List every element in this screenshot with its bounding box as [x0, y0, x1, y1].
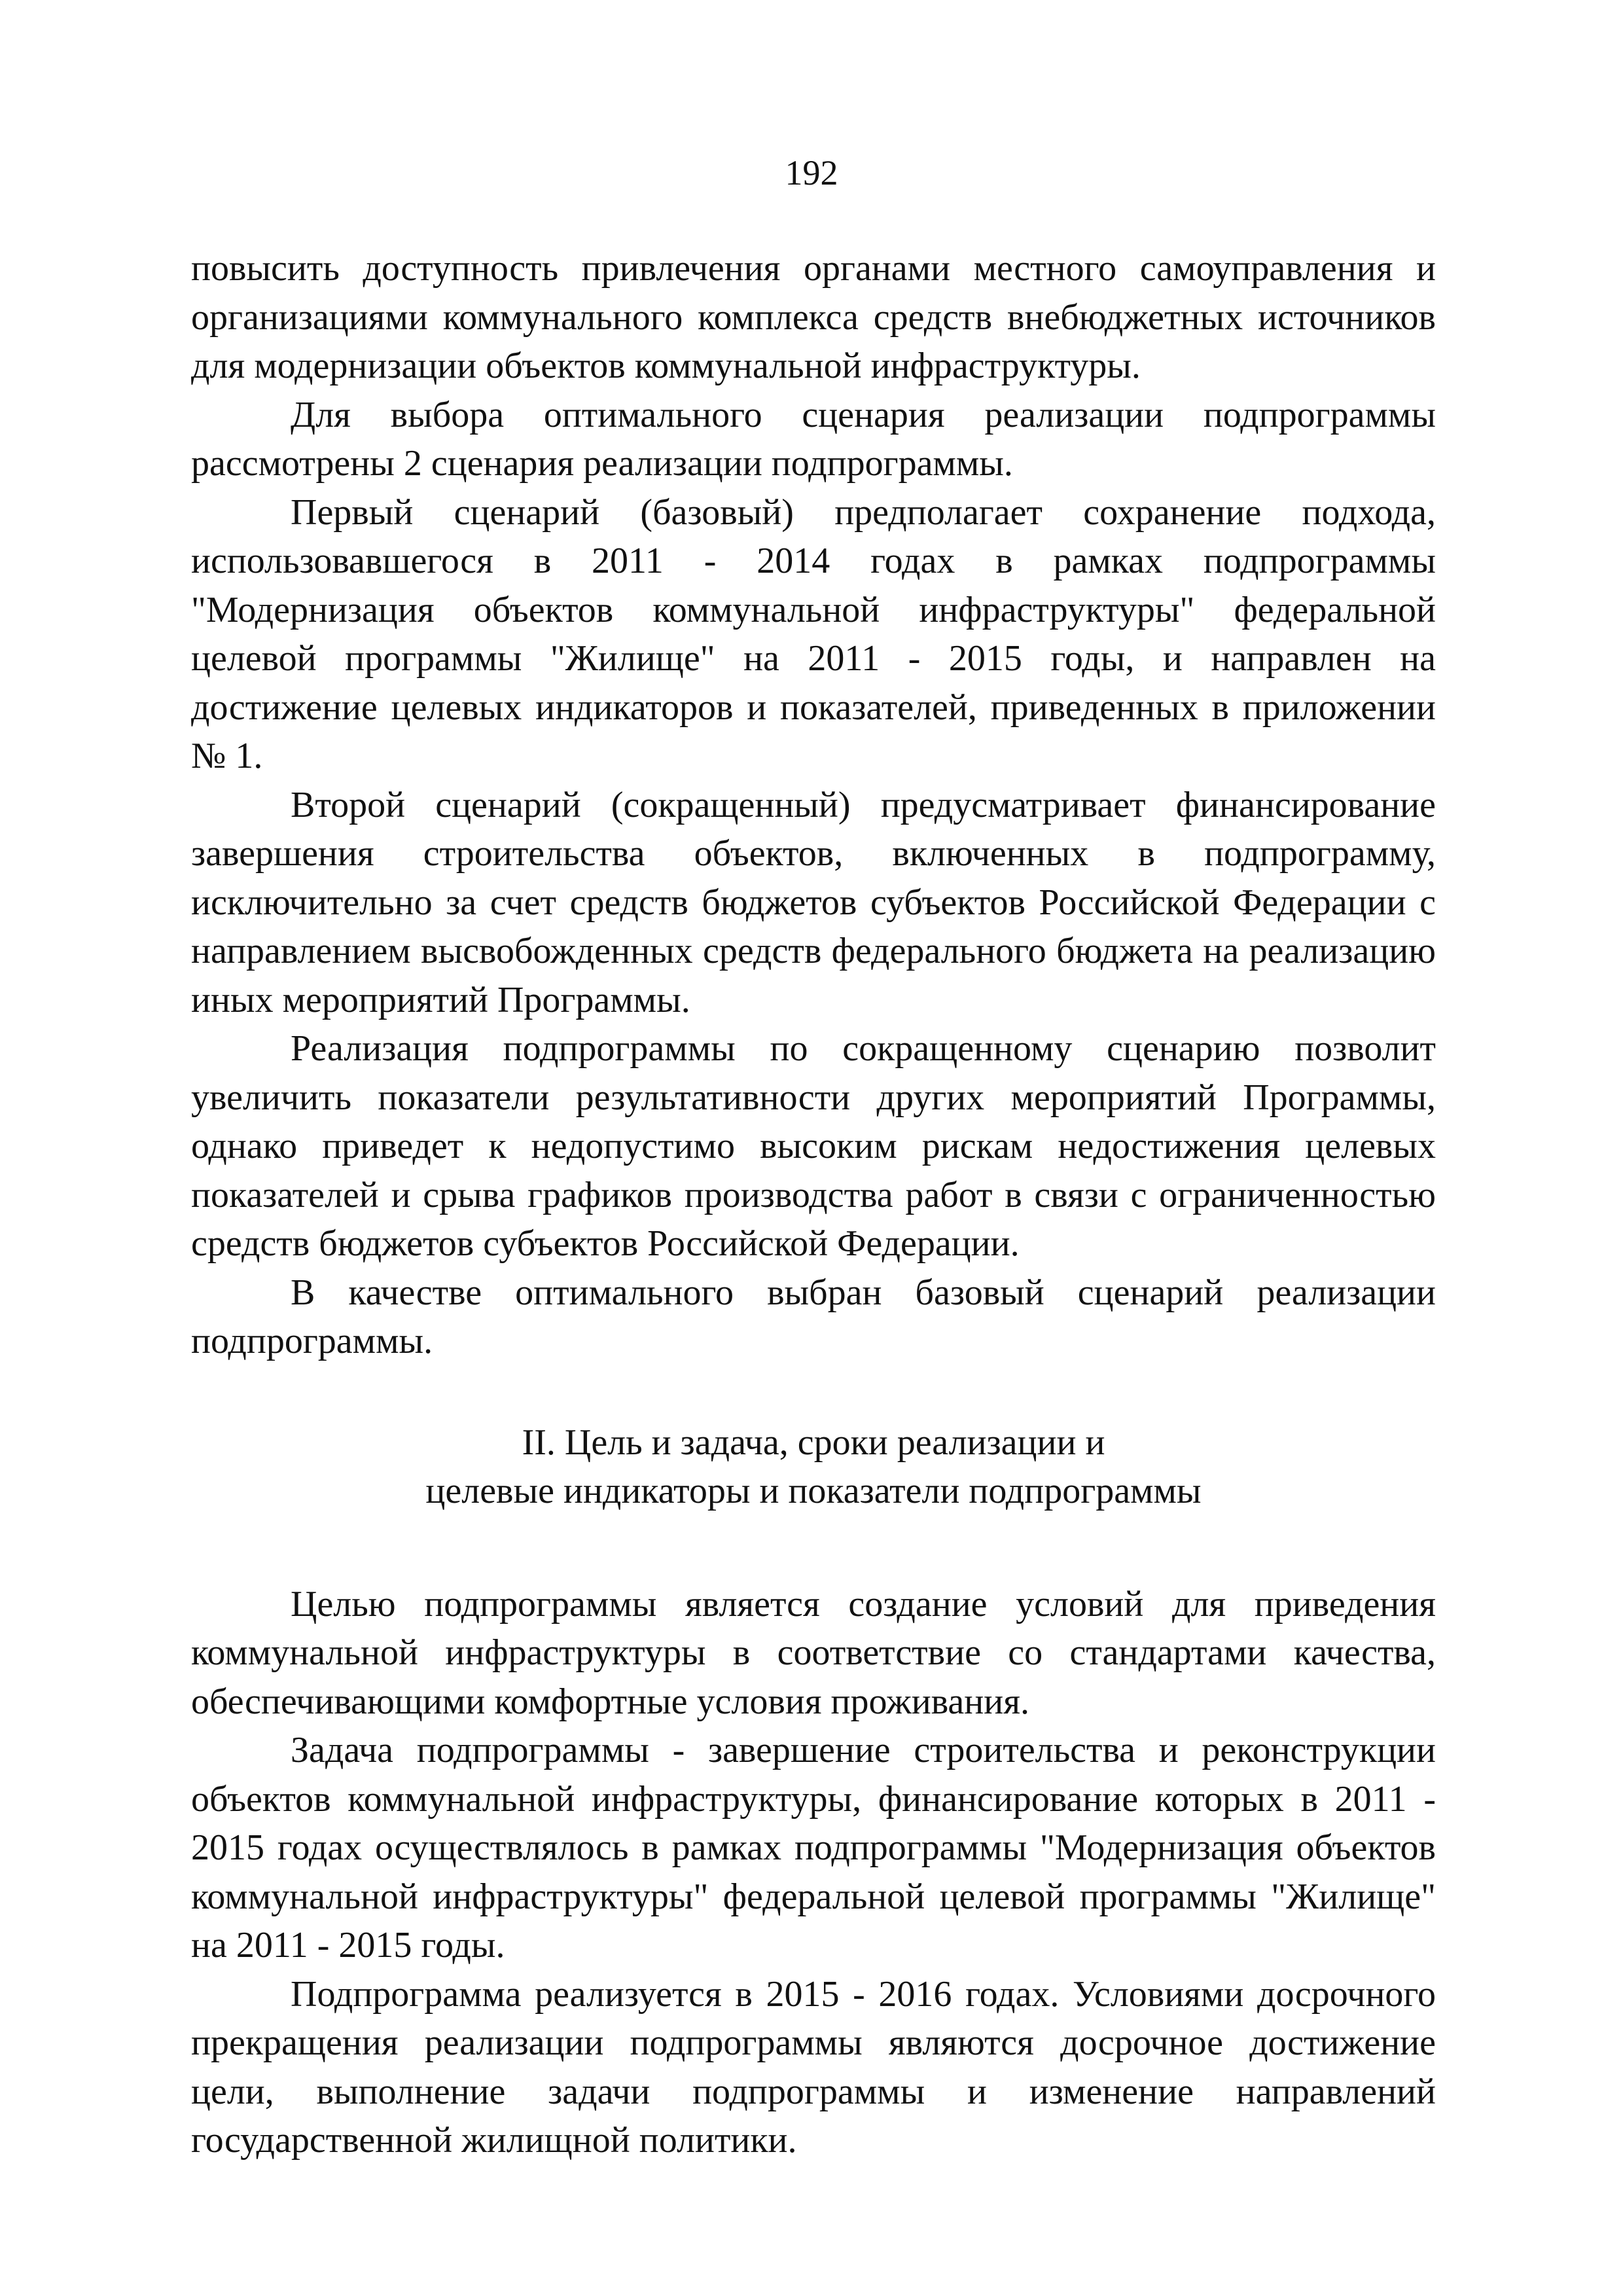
paragraph-first-scenario: Первый сценарий (базовый) предполагает сохранение подхода, использовавшегося в 2011 - 2014 годах в рамках подпрограммы "Модернизация объектов коммунальной инфраструктуры" федеральной целевой программы "Жилище" на 2011 - 2015 годы, и направлен на достижение целевых индикаторов и показателей, приведенных в приложении № 1. [191, 492, 1436, 776]
paragraph-task: Задача подпрограммы - завершение строительства и реконструкции объектов коммунальной инфраструктуры, финансирование которых в 2011 - 2015 годах осуществлялось в рамках подпрограммы "Модернизация объектов коммунальной инфраструктуры" федеральной целевой программы "Жилище" на 2011 - 2015 годы. [191, 1730, 1436, 1965]
paragraph-continuation: повысить доступность привлечения органами местного самоуправления и организациями коммунального комплекса средств внебюджетных источников для модернизации объектов коммунальной инфраструктуры. [191, 248, 1436, 386]
page-number: 192 [785, 153, 838, 192]
paragraph-goal: Целью подпрограммы является создание условий для приведения коммунальной инфраструктуры в соответствие со стандартами качества, обеспечивающими комфортные условия проживания. [191, 1583, 1436, 1722]
paragraph-scenario-choice: Для выбора оптимального сценария реализации подпрограммы рассмотрены 2 сценария реализации подпрограммы. [191, 394, 1436, 484]
paragraph-timeframe: Подпрограмма реализуется в 2015 - 2016 годах. Условиями досрочного прекращения реализации подпрограммы являются досрочное достижение цели, выполнение задачи подпрограммы и изменение направлений государственной жилищной политики. [191, 1973, 1436, 2161]
section-heading-line-1: II. Цель и задача, сроки реализации и [522, 1422, 1105, 1463]
document-body [191, 244, 1436, 2165]
paragraph-optimal-scenario: В качестве оптимального выбран базовый сценарий реализации подпрограммы. [191, 1272, 1436, 1361]
section-heading [191, 1418, 1436, 1516]
paragraph-second-scenario: Второй сценарий (сокращенный) предусматривает финансирование завершения строительства объектов, включенных в подпрограмму, исключительно за счет средств бюджетов субъектов Российской Федерации с направлением высвобожденных средств федерального бюджета на реализацию иных мероприятий Программы. [191, 784, 1436, 1020]
paragraph-reduced-scenario-effect: Реализация подпрограммы по сокращенному сценарию позволит увеличить показатели результативности других мероприятий Программы, однако приведет к недопустимо высоким рискам недостижения целевых показателей и срыва графиков производства работ в связи с ограниченностью средств бюджетов субъектов Российской Федерации. [191, 1028, 1436, 1264]
section-heading-line-2: целевые индикаторы и показатели подпрограммы [425, 1471, 1202, 1511]
